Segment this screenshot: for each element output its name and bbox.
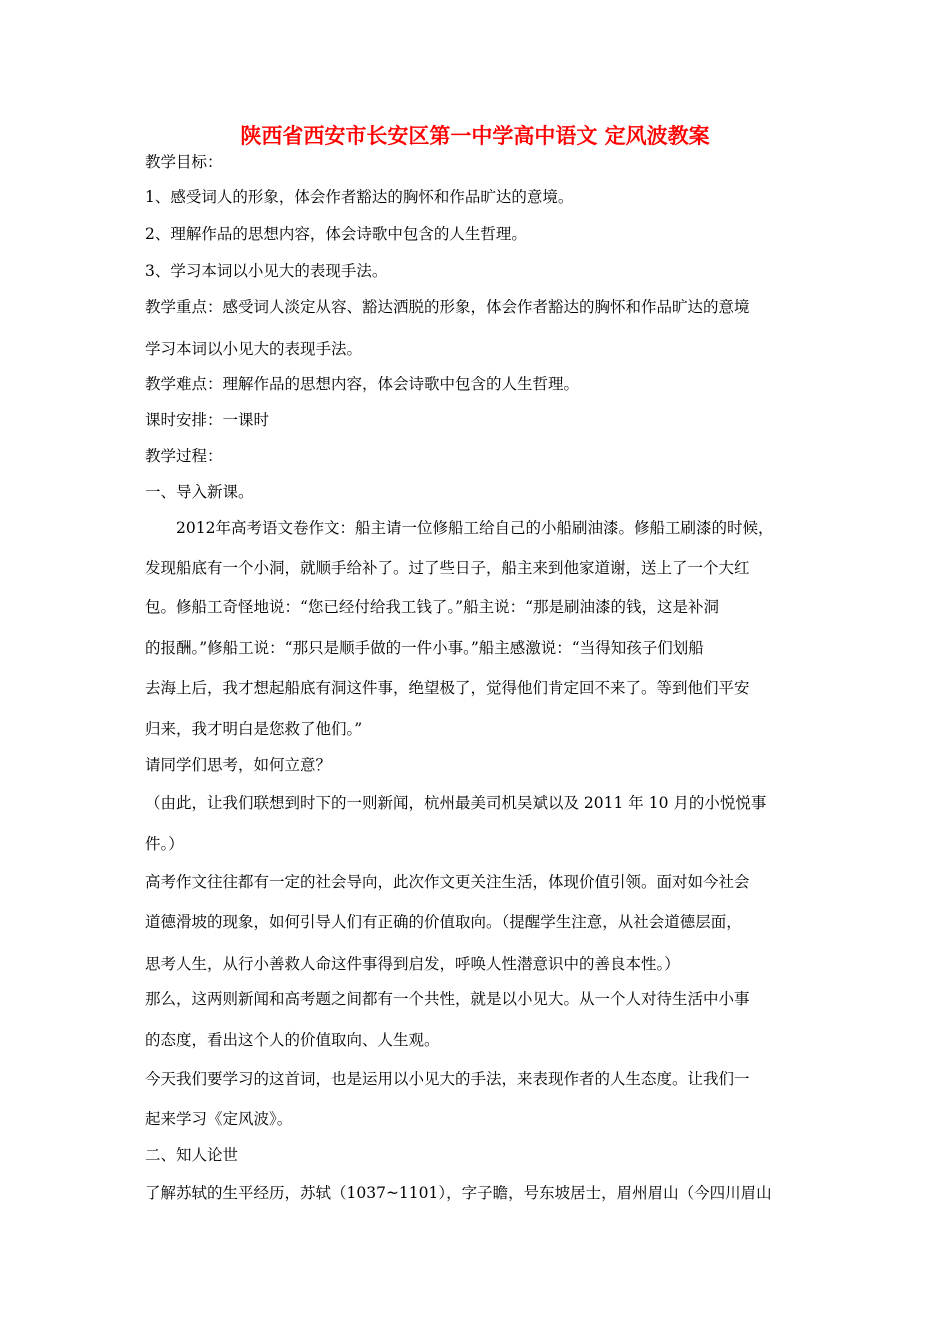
key-points-line-2: 学习本词以小见大的表现手法。 <box>145 340 363 358</box>
difficulty-line: 教学难点：理解作品的思想内容，体会诗歌中包含的人生哲理。 <box>145 375 580 393</box>
paragraph-line: 去海上后，我才想起船底有洞这件事，绝望极了，觉得他们肯定回不来了。等到他们平安 <box>145 679 750 697</box>
heading-teaching-process: 教学过程： <box>145 447 223 465</box>
paragraph-line: 那么，这两则新闻和高考题之间都有一个共性，就是以小见大。从一个人对待生活中小事 <box>145 990 750 1008</box>
paragraph-line: 的报酬。”修船工说：“那只是顺手做的一件小事。”船主感激说：“当得知孩子们划船 <box>145 639 704 657</box>
paragraph-line: 归来，我才明白是您救了他们。” <box>145 720 363 738</box>
key-points-line-1: 教学重点：感受词人淡定从容、豁达洒脱的形象，体会作者豁达的胸怀和作品旷达的意境 <box>145 298 750 316</box>
paragraph-line: 思考人生，从行小善救人命这件事得到启发，呼唤人性潜意识中的善良本性。） <box>145 955 680 973</box>
goal-item-1: 1、感受词人的形象，体会作者豁达的胸怀和作品旷达的意境。 <box>145 188 574 206</box>
paragraph-line: 今天我们要学习的这首词，也是运用以小见大的手法，来表现作者的人生态度。让我们一 <box>145 1070 750 1088</box>
question-line: 请同学们思考，如何立意？ <box>145 756 332 774</box>
section-1-heading: 一、导入新课。 <box>145 483 254 501</box>
document-title: 陕西省西安市长安区第一中学高中语文 定风波教案 <box>240 124 710 148</box>
heading-teaching-goals: 教学目标： <box>145 153 223 171</box>
schedule-line: 课时安排：一课时 <box>145 411 270 429</box>
paragraph-line: 高考作文往往都有一定的社会导向，此次作文更关注生活，体现价值引领。面对如今社会 <box>145 873 750 891</box>
paragraph-line: 2012年高考语文卷作文：船主请一位修船工给自己的小船刷油漆。修船工刷漆的时候， <box>176 519 774 537</box>
paragraph-line: 了解苏轼的生平经历，苏轼（1037~1101），字子瞻，号东坡居士，眉州眉山（今四川眉山 <box>145 1184 772 1202</box>
paragraph-line: 的态度，看出这个人的价值取向、人生观。 <box>145 1031 440 1049</box>
goal-item-2: 2、理解作品的思想内容，体会诗歌中包含的人生哲理。 <box>145 225 527 243</box>
paragraph-line: 道德滑坡的现象，如何引导人们有正确的价值取向。（提醒学生注意，从社会道德层面， <box>145 913 742 931</box>
paragraph-line: 发现船底有一个小洞，就顺手给补了。过了些日子，船主来到他家道谢，送上了一个大红 <box>145 559 750 577</box>
paragraph-line: （由此，让我们联想到时下的一则新闻，杭州最美司机吴斌以及 2011 年 10 月的小悦悦事 <box>145 794 767 812</box>
paragraph-line: 包。修船工奇怪地说：“您已经付给我工钱了。”船主说：“那是刷油漆的钱，这是补洞 <box>145 598 720 616</box>
goal-item-3: 3、学习本词以小见大的表现手法。 <box>145 262 388 280</box>
paragraph-line: 件。） <box>145 835 184 853</box>
section-2-heading: 二、知人论世 <box>145 1146 239 1164</box>
paragraph-line: 起来学习《定风波》。 <box>145 1110 293 1128</box>
